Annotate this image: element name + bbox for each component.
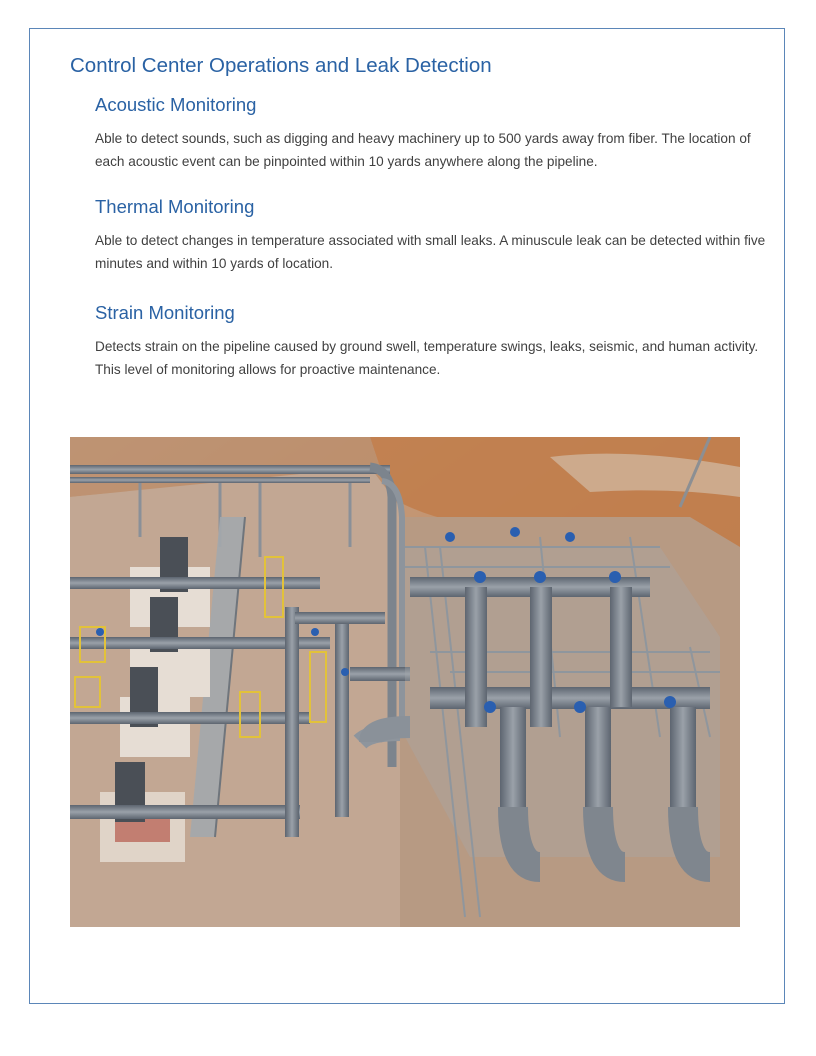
section-body-acoustic: Able to detect sounds, such as digging and heavy machinery up to 500 yards away from fiber. The location of each acoustic event can be pinpointed within 10 yards anywhere along the pipeline. [95,131,751,169]
section-heading-acoustic: Acoustic Monitoring [95,94,257,115]
section-body-thermal: Able to detect changes in temperature associated with small leaks. A minuscule leak can be detected within five minutes and within 10 yards of location. [95,233,766,271]
section-body-strain: Detects strain on the pipeline caused by ground swell, temperature swings, leaks, seismic, and human activity. This level of monitoring allows for proactive maintenance. [95,339,759,377]
pipeline-facility-photo [70,437,740,927]
document-title: Control Center Operations and Leak Detection [70,54,492,77]
pipeline-facility-illustration [70,437,740,927]
section-heading-strain: Strain Monitoring [95,302,235,323]
section-heading-thermal: Thermal Monitoring [95,196,255,217]
